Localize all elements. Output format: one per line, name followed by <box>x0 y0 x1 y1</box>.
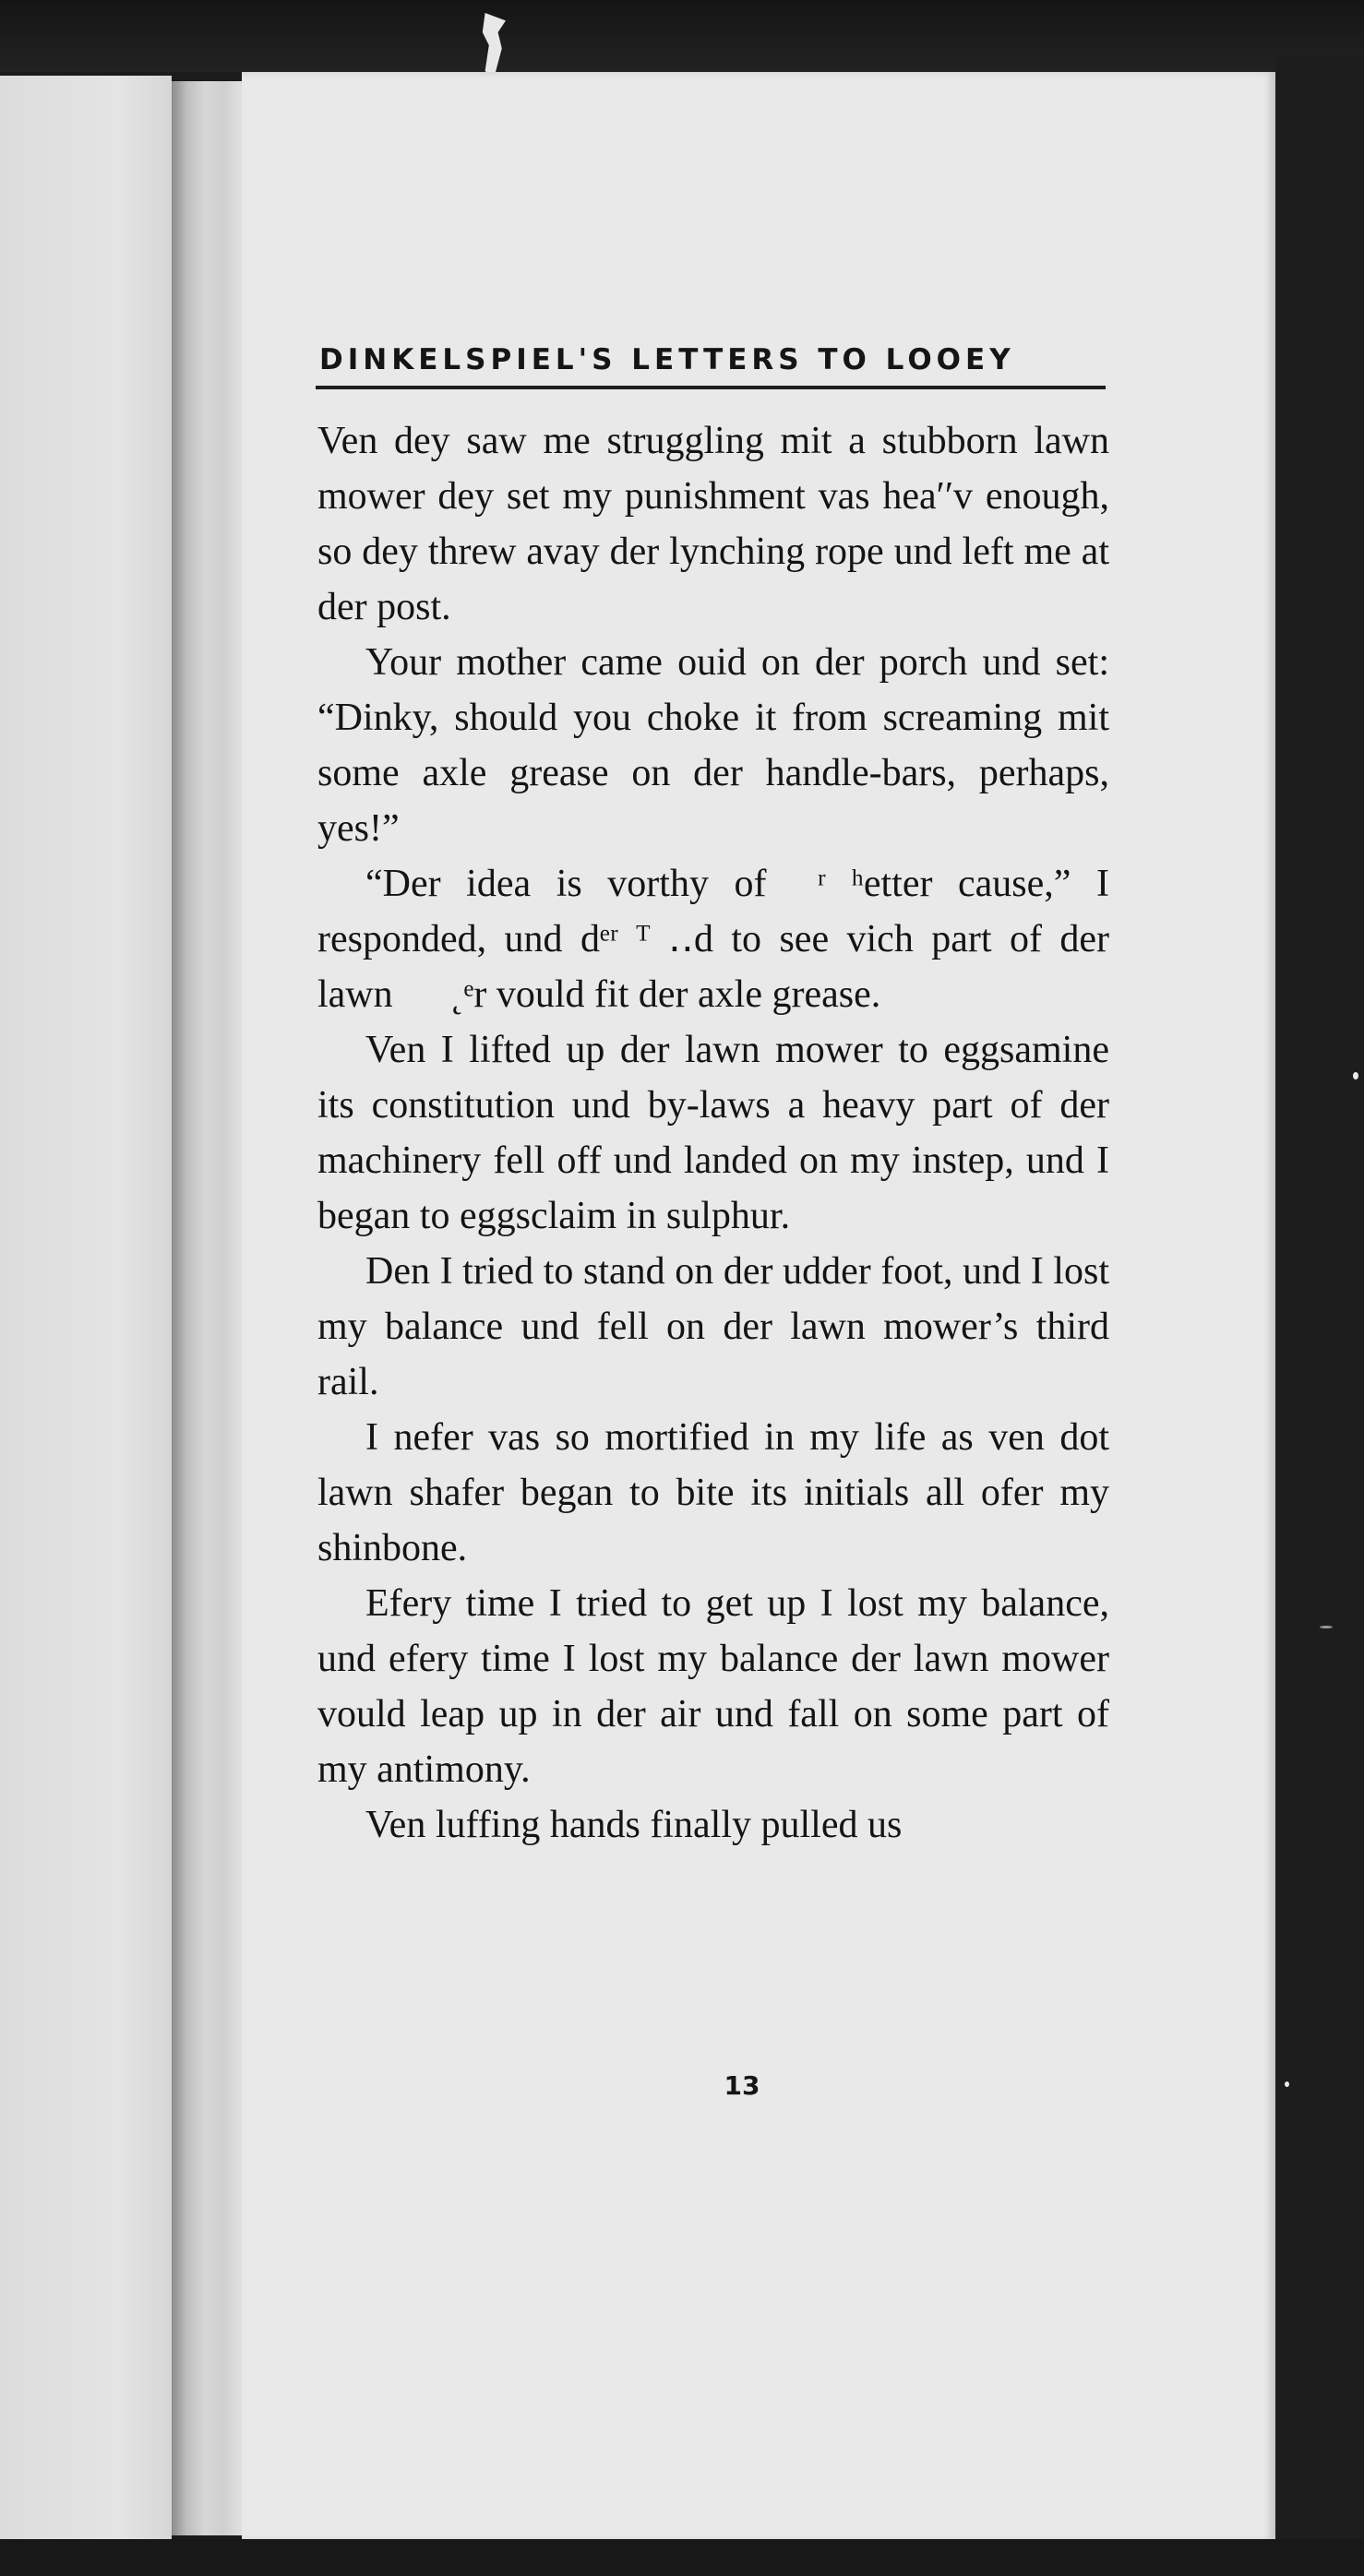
running-head: DINKELSPIEL'S LETTERS TO LOOEY <box>319 343 1015 376</box>
paragraph: “Der idea is vorthy of ʳ ʰetter cause,” I responded, und dᵉʳ ᵀ ‥d to see vich part of der lawn ˛ᵉr vould fit der axle grease. <box>317 863 1109 1016</box>
paragraph: Den I tried to stand on der udder foot, und I lost my balance und fell on der lawn mower’s third rail. <box>317 1250 1109 1403</box>
paragraph: Ven I lifted up der lawn mower to eggsamine its constitution und by-laws a heavy part of der machinery fell off und landed on my instep, und I began to eggsclaim in sulphur. <box>317 1029 1109 1237</box>
facing-page-edge <box>0 76 172 2539</box>
running-head-rule <box>316 386 1106 389</box>
paragraph: Efery time I tried to get up I lost my balance, und efery time I lost my balance der lawn mower vould leap up in der air und fall on some part of my antimony. <box>317 1582 1109 1791</box>
page-number: 13 <box>724 2070 760 2101</box>
scan-top-border <box>0 0 1364 72</box>
scan-bottom-border <box>0 2539 1364 2576</box>
scan-speck <box>1353 1072 1358 1079</box>
page-body <box>317 413 1109 1853</box>
book-gutter-shadow <box>172 81 245 2535</box>
paragraph: Ven dey saw me struggling mit a stubborn lawn mower dey set my punishment vas hea′′v enough, so dey threw avay der lynching rope und left me at der post. <box>317 420 1109 628</box>
scan-speck <box>1285 2081 1289 2087</box>
paragraph: Your mother came ouid on der porch und set: “Dinky, should you choke it from screaming mit some axle grease on der handle-bars, perhaps, yes!” <box>317 641 1109 850</box>
scan-speck <box>1320 1626 1333 1628</box>
paragraph: I nefer vas so mortified in my life as ven dot lawn shafer began to bite its initials all ofer my shinbone. <box>317 1416 1109 1569</box>
paragraph: Ven luffing hands finally pulled us <box>365 1804 903 1846</box>
scan-right-border <box>1275 55 1364 2576</box>
